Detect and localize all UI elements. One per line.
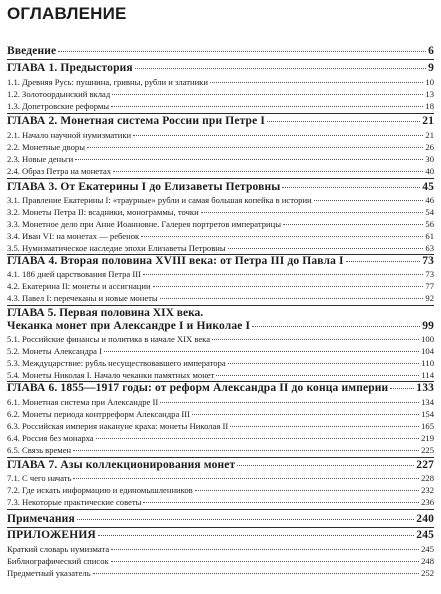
divider xyxy=(7,178,434,179)
entry-title: 5.1. Российские финансы и политика в начале XIX века xyxy=(7,334,211,344)
dot-leader xyxy=(192,414,419,415)
toc-entry-3-5[interactable] xyxy=(7,244,434,253)
dot-leader xyxy=(141,236,423,237)
entry-page: 73 xyxy=(422,255,434,267)
toc-entry-chapter-6[interactable] xyxy=(7,383,434,395)
entry-title: 6.3. Российская империя накануне краха: монеты Николая II xyxy=(7,421,229,431)
entry-title: 6.5. Связь времен xyxy=(7,445,72,455)
dot-leader xyxy=(201,212,424,213)
entry-title: 3.4. Иван VI: на монетах — ребенок xyxy=(7,231,140,241)
dot-leader xyxy=(282,187,420,188)
dot-leader xyxy=(252,326,420,327)
dot-leader xyxy=(143,274,423,275)
dot-leader xyxy=(314,200,424,201)
dot-leader xyxy=(113,171,423,172)
toc-entry-4-2[interactable] xyxy=(7,282,434,291)
entry-title: 3.5. Нумизматическое наследие эпохи Елизаветы Петровны xyxy=(7,243,226,253)
entry-page: 30 xyxy=(425,154,434,164)
toc-entry-4-1[interactable] xyxy=(7,270,434,279)
entry-title: 1.1. Древняя Русь: пушнина, гривны, рубли и златники xyxy=(7,77,208,87)
entry-page: 165 xyxy=(421,421,434,431)
entry-page: 46 xyxy=(425,195,434,205)
toc-entry-1-2[interactable] xyxy=(7,90,434,99)
toc-entry-6-1[interactable] xyxy=(7,398,434,407)
toc-entry-chapter-5[interactable] xyxy=(7,321,434,333)
toc-entry-6-5[interactable] xyxy=(7,446,434,455)
toc-entry-glossary[interactable] xyxy=(7,545,434,554)
dot-leader xyxy=(133,135,423,136)
dot-leader xyxy=(77,519,414,520)
toc-entry-index[interactable] xyxy=(7,569,434,578)
entry-title: ГЛАВА 2. Монетная система России при Петре I xyxy=(7,115,265,127)
entry-title: 4.2. Екатерина II: монеты и ассигнации xyxy=(7,281,151,291)
toc-entry-2-2[interactable] xyxy=(7,143,434,152)
entry-title: 2.1. Начало научной нумизматики xyxy=(7,130,132,140)
dot-leader xyxy=(346,261,421,262)
entry-page: 236 xyxy=(421,497,434,507)
dot-leader xyxy=(111,549,419,550)
dot-leader xyxy=(160,402,419,403)
entry-page: 104 xyxy=(421,346,434,356)
dot-leader xyxy=(58,51,426,52)
dot-leader xyxy=(228,363,420,364)
entry-page: 252 xyxy=(421,568,434,578)
entry-page: 6 xyxy=(428,45,434,57)
entry-title: 2.2. Монетные дворы xyxy=(7,142,86,152)
dot-leader xyxy=(230,426,419,427)
entry-title: 7.1. С чего начать xyxy=(7,473,72,483)
entry-title: ГЛАВА 1. Предыстория xyxy=(7,62,133,74)
toc-entry-7-2[interactable] xyxy=(7,486,434,495)
entry-title: 4.3. Павел I: перечеканы и новые монеты xyxy=(7,293,158,303)
entry-title: 2.4. Образ Петра на монетах xyxy=(7,166,112,176)
entry-title: 5.4. Монеты Николая I. Начало чеканки памятных монет xyxy=(7,370,215,380)
divider xyxy=(7,113,434,114)
entry-title: ГЛАВА 3. От Екатерины I до Елизаветы Петровны xyxy=(7,181,281,193)
dot-leader xyxy=(160,298,424,299)
entry-title: 3.3. Монетное дело при Анне Иоанновне. Галерея портретов императрицы xyxy=(7,219,282,229)
entry-page: 21 xyxy=(425,130,434,140)
entry-page: 134 xyxy=(421,397,434,407)
entry-page: 54 xyxy=(425,207,434,217)
entry-page: 73 xyxy=(425,269,434,279)
entry-title: 6.1. Монетная система при Александре II xyxy=(7,397,159,407)
entry-title: 3.2. Монеты Петра II: всадники, монограммы, точки xyxy=(7,207,199,217)
entry-page: 133 xyxy=(416,382,434,394)
entry-page: 245 xyxy=(416,529,434,541)
toc-entry-3-2[interactable] xyxy=(7,208,434,217)
entry-page: 228 xyxy=(421,473,434,483)
toc-entry-4-3[interactable] xyxy=(7,294,434,303)
dot-leader xyxy=(73,478,419,479)
entry-title: Предметный указатель xyxy=(7,568,91,578)
entry-title: Чеканка монет при Александре I и Николае I xyxy=(7,320,251,332)
toc-entry-5-4[interactable] xyxy=(7,371,434,380)
toc-entry-2-3[interactable] xyxy=(7,155,434,164)
toc-entry-2-4[interactable] xyxy=(7,167,434,176)
entry-page: 114 xyxy=(421,370,434,380)
entry-title: Введение xyxy=(7,45,57,57)
entry-title: ПРИЛОЖЕНИЯ xyxy=(7,529,96,541)
page-title: ОГЛАВЛЕНИЕ xyxy=(7,4,127,23)
entry-page: 21 xyxy=(422,115,434,127)
entry-page: 13 xyxy=(425,89,434,99)
entry-title: 4.1. 186 дней царствования Петра III xyxy=(7,269,141,279)
entry-page: 225 xyxy=(421,445,434,455)
toc-entry-1-1[interactable] xyxy=(7,78,434,87)
dot-leader xyxy=(112,94,423,95)
entry-title: 1.3. Допетровские реформы xyxy=(7,101,110,111)
dot-leader xyxy=(98,535,414,536)
entry-page: 45 xyxy=(422,181,434,193)
entry-title: 1.2. Золотоордынский вклад xyxy=(7,89,111,99)
dot-leader xyxy=(216,375,419,376)
divider xyxy=(7,457,434,458)
entry-page: 245 xyxy=(421,544,434,554)
toc-entry-5-2[interactable] xyxy=(7,347,434,356)
entry-page: 110 xyxy=(421,358,434,368)
dot-leader xyxy=(75,159,423,160)
entry-title: ГЛАВА 6. 1855—1917 годы: от реформ Александра II до конца империи xyxy=(7,382,389,394)
entry-page: 77 xyxy=(425,281,434,291)
dot-leader xyxy=(237,465,414,466)
dot-leader xyxy=(111,106,423,107)
entry-title: Примечания xyxy=(7,513,75,525)
entry-page: 18 xyxy=(425,101,434,111)
entry-page: 9 xyxy=(428,62,434,74)
toc-entry-6-4[interactable] xyxy=(7,434,434,443)
entry-page: 240 xyxy=(416,513,434,525)
toc-entry-6-3[interactable] xyxy=(7,422,434,431)
entry-page: 56 xyxy=(425,219,434,229)
entry-page: 26 xyxy=(425,142,434,152)
entry-title: Библиографический список xyxy=(7,556,109,566)
dot-leader xyxy=(153,286,424,287)
toc-entry-3-3[interactable] xyxy=(7,220,434,229)
dot-leader xyxy=(96,438,420,439)
toc-entry-chapter-1[interactable] xyxy=(7,63,434,75)
dot-leader xyxy=(267,121,420,122)
divider xyxy=(7,59,434,60)
toc-entry-3-1[interactable] xyxy=(7,196,434,205)
dot-leader xyxy=(283,224,423,225)
toc-entry-intro[interactable] xyxy=(7,46,434,58)
entry-title: 7.3. Некоторые практические советы xyxy=(7,497,142,507)
entry-page: 227 xyxy=(416,459,434,471)
entry-title: ГЛАВА 7. Азы коллекционирования монет xyxy=(7,459,236,471)
entry-page: 100 xyxy=(421,334,434,344)
dot-leader xyxy=(135,68,426,69)
entry-title: ГЛАВА 4. Вторая половина XVIII века: от Петра III до Павла I xyxy=(7,255,344,267)
toc-entry-chapter-7[interactable] xyxy=(7,460,434,472)
toc-entry-1-3[interactable] xyxy=(7,102,434,111)
toc-entry-bibliography[interactable] xyxy=(7,557,434,566)
dot-leader xyxy=(210,82,423,83)
entry-page: 219 xyxy=(421,433,434,443)
divider xyxy=(7,305,434,306)
entry-page: 154 xyxy=(421,409,434,419)
toc-entry-5-3[interactable] xyxy=(7,359,434,368)
entry-title: Краткий словарь нумизмата xyxy=(7,544,110,554)
entry-title: 6.2. Монеты периода контрреформ Александра III xyxy=(7,409,190,419)
entry-page: 63 xyxy=(425,243,434,253)
dot-leader xyxy=(104,351,419,352)
toc-entry-6-2[interactable] xyxy=(7,410,434,419)
toc-entry-2-1[interactable] xyxy=(7,131,434,140)
dot-leader xyxy=(390,388,414,389)
dot-leader xyxy=(212,339,419,340)
toc-entry-chapter-2[interactable] xyxy=(7,116,434,128)
toc-entry-5-1[interactable] xyxy=(7,335,434,344)
entry-title: 5.2. Монеты Александра I xyxy=(7,346,102,356)
dot-leader xyxy=(111,561,419,562)
toc-entry-notes[interactable] xyxy=(7,514,434,526)
toc-entry-chapter-5-line1[interactable]: ГЛАВА 5. Первая половина XIX века. xyxy=(7,307,204,319)
entry-title: 3.1. Правление Екатерины I: «траурные» рубли и самая большая копейка в истории xyxy=(7,195,312,205)
entry-title: 7.2. Где искать информацию и единомышленников xyxy=(7,485,193,495)
toc-entry-7-1[interactable] xyxy=(7,474,434,483)
dot-leader xyxy=(93,573,419,574)
toc-entry-chapter-3[interactable] xyxy=(7,182,434,194)
entry-page: 232 xyxy=(421,485,434,495)
dot-leader xyxy=(228,248,424,249)
entry-title: 6.4. Россия без монарха xyxy=(7,433,94,443)
entry-page: 92 xyxy=(425,293,434,303)
dot-leader xyxy=(143,502,419,503)
divider xyxy=(7,527,434,528)
entry-page: 10 xyxy=(425,77,434,87)
entry-page: 61 xyxy=(425,231,434,241)
dot-leader xyxy=(87,147,423,148)
entry-page: 40 xyxy=(425,166,434,176)
entry-title: 2.3. Новые деньги xyxy=(7,154,74,164)
divider xyxy=(7,509,434,510)
toc-entry-chapter-4[interactable] xyxy=(7,256,434,268)
toc-entry-7-3[interactable] xyxy=(7,498,434,507)
dot-leader xyxy=(73,450,419,451)
dot-leader xyxy=(195,490,419,491)
entry-page: 248 xyxy=(421,556,434,566)
toc-entry-appendix[interactable] xyxy=(7,530,434,542)
entry-title: 5.3. Междуцарствие: рубль несуществовавшего императора xyxy=(7,358,226,368)
toc-entry-3-4[interactable] xyxy=(7,232,434,241)
entry-page: 99 xyxy=(422,320,434,332)
